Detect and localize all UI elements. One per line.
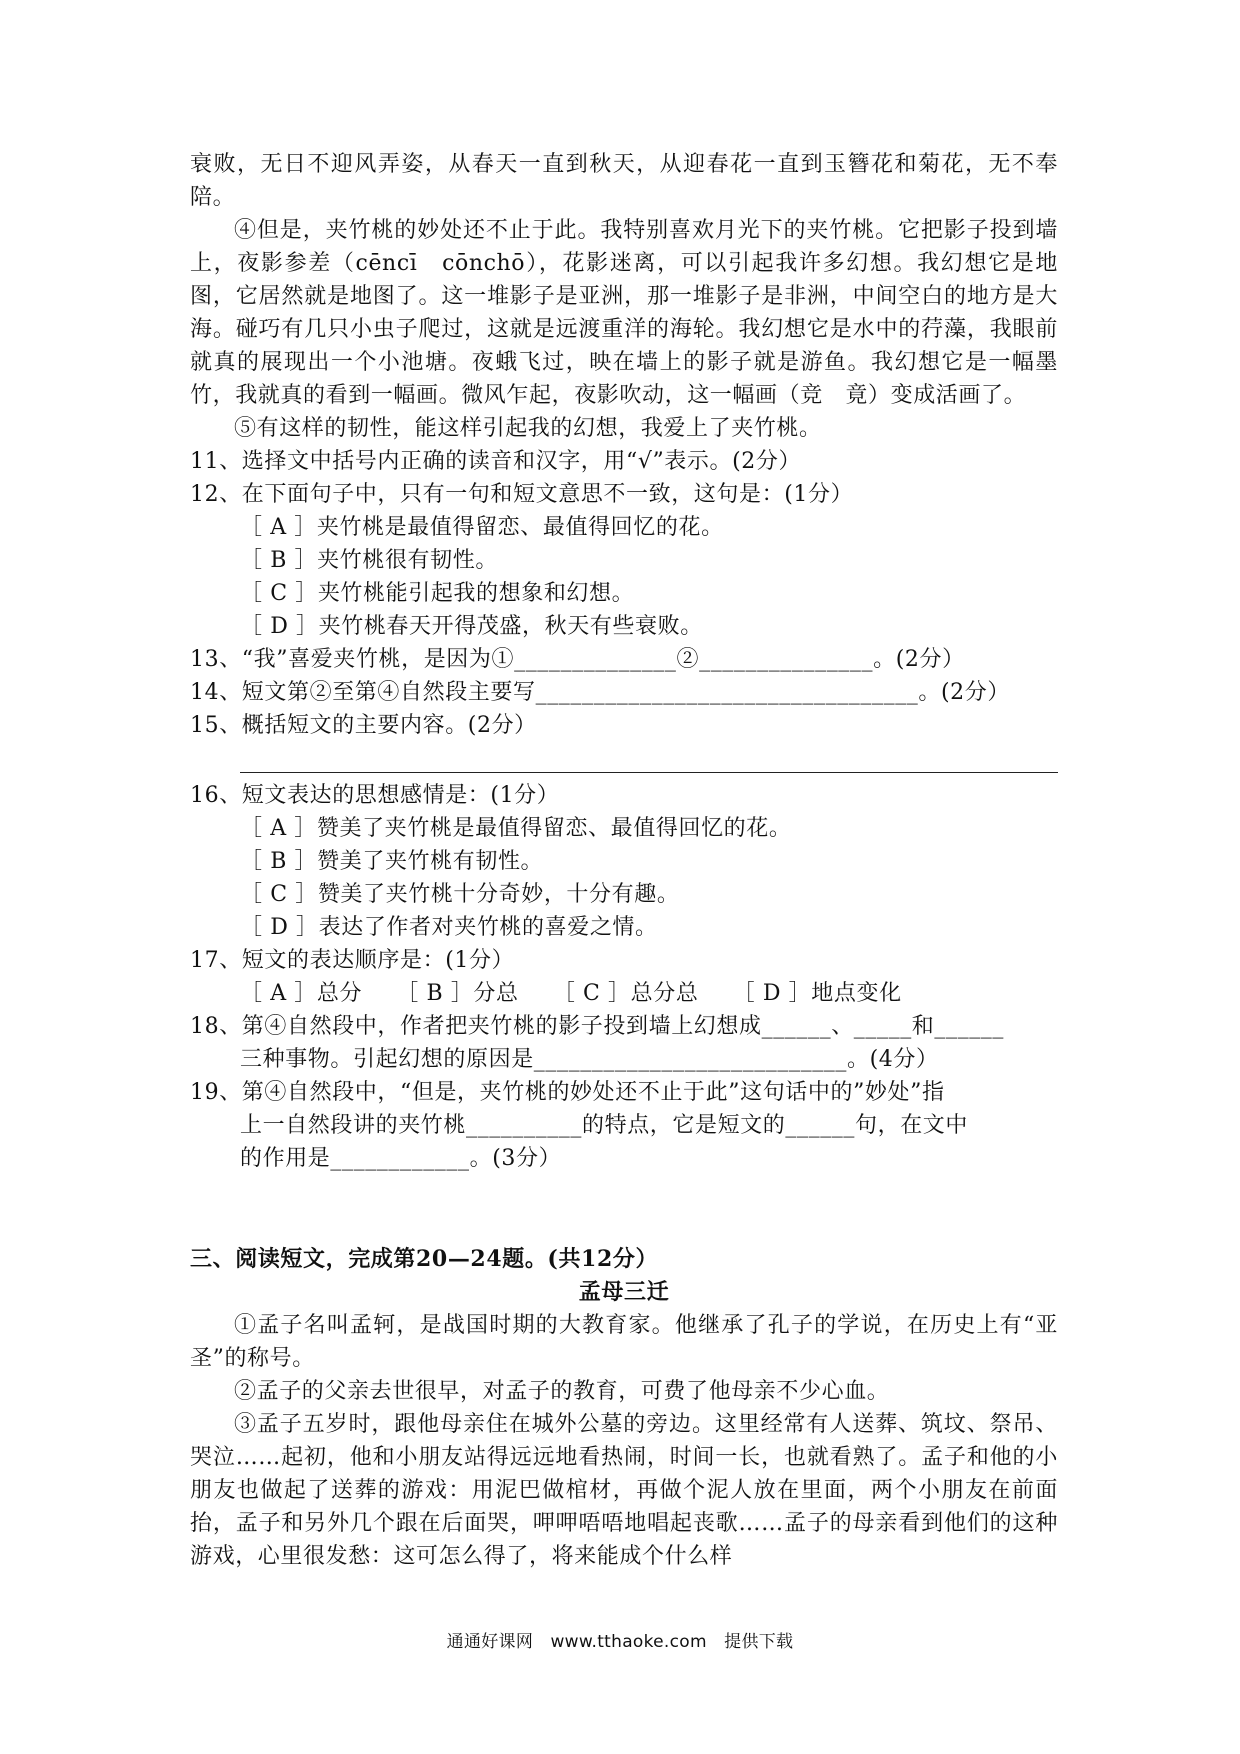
answer-line-15	[240, 742, 1058, 773]
article-paragraph-2: ②孟子的父亲去世很早，对孟子的教育，可费了他母亲不少心血。	[234, 1379, 890, 1404]
question-16-option-c: ［ C ］赞美了夹竹桃十分奇妙，十分有趣。	[240, 882, 680, 907]
question-18: 18、第④自然段中，作者把夹竹桃的影子投到墙上幻想成______、_____和______	[190, 1014, 1004, 1039]
article-title: 孟母三迁	[578, 1279, 670, 1305]
question-19-continuation-2: 的作用是____________。(3分）	[240, 1146, 562, 1171]
question-17: 17、短文的表达顺序是：(1分）	[190, 948, 515, 973]
page-footer: 通通好课网 www.tthaoke.com 提供下载	[446, 1632, 794, 1652]
question-12-option-d: ［ D ］夹竹桃春天开得茂盛，秋天有些衰败。	[240, 614, 703, 639]
question-19: 19、第④自然段中，“但是，夹竹桃的妙处还不止于此”这句话中的”妙处”指	[190, 1080, 945, 1105]
question-12-option-a: ［ A ］夹竹桃是最值得留恋、最值得回忆的花。	[240, 515, 724, 540]
question-12-option-b: ［ B ］夹竹桃很有韧性。	[240, 548, 498, 573]
question-11: 11、选择文中括号内正确的读音和汉字，用“√”表示。(2分）	[190, 449, 802, 474]
question-14: 14、短文第②至第④自然段主要写_________________________________。(2分）	[190, 680, 1010, 705]
passage-continuation: 衰败，无日不迎风弄姿，从春天一直到秋天，从迎春花一直到玉簪花和菊花，无不奉陪。	[190, 152, 1058, 210]
question-18-continuation: 三种事物。引起幻想的原因是___________________________。(4分）	[240, 1047, 939, 1072]
question-13: 13、“我”喜爱夹竹桃，是因为①______________②_______________。(2分）	[190, 647, 965, 672]
article-paragraph-1: ①孟子名叫孟轲，是战国时期的大教育家。他继承了孔子的学说，在历史上有“亚圣”的称号。	[190, 1313, 1058, 1371]
passage-paragraph-5: ⑤有这样的韧性，能这样引起我的幻想，我爱上了夹竹桃。	[234, 416, 822, 441]
question-12: 12、在下面句子中，只有一句和短文意思不一致，这句是：(1分）	[190, 482, 854, 507]
question-16: 16、短文表达的思想感情是：(1分）	[190, 783, 560, 808]
passage-paragraph-4: ④但是，夹竹桃的妙处还不止于此。我特别喜欢月光下的夹竹桃。它把影子投到墙上，夜影参差（cēncī cōnchō），花影迷离，可以引起我许多幻想。我幻想它是地图，它居然就是地图了。这一堆影子是亚洲，那一堆影子是非洲，中间空白的地方是大海。碰巧有几只小虫子爬过，这就是远渡重洋的海轮。我幻想它是水中的荇藻，我眼前就真的展现出一个小池塘。夜蛾飞过，映在墙上的影子就是游鱼。我幻想它是一幅墨竹，我就真的看到一幅画。微风乍起，夜影吹动，这一幅画（竞 竟）变成活画了。	[190, 218, 1058, 408]
question-12-option-c: ［ C ］夹竹桃能引起我的想象和幻想。	[240, 581, 635, 606]
question-16-option-d: ［ D ］表达了作者对夹竹桃的喜爱之情。	[240, 915, 658, 940]
question-17-options: ［ A ］总分 ［ B ］分总 ［ C ］总分总 ［ D ］地点变化	[240, 981, 902, 1006]
question-15: 15、概括短文的主要内容。(2分）	[190, 713, 537, 738]
page-content	[190, 148, 1058, 1573]
section-3-heading: 三、阅读短文，完成第20—24题。(共12分）	[190, 1246, 659, 1272]
question-16-option-a: ［ A ］赞美了夹竹桃是最值得留恋、最值得回忆的花。	[240, 816, 792, 841]
section-spacer	[190, 1175, 1058, 1243]
question-19-continuation-1: 上一自然段讲的夹竹桃__________的特点，它是短文的______句，在文中	[240, 1113, 969, 1138]
question-16-option-b: ［ B ］赞美了夹竹桃有韧性。	[240, 849, 544, 874]
article-paragraph-3: ③孟子五岁时，跟他母亲住在城外公墓的旁边。这里经常有人送葬、筑坟、祭吊、哭泣……起初，他和小朋友站得远远地看热闹，时间一长，也就看熟了。孟子和他的小朋友也做起了送葬的游戏：用泥巴做棺材，再做个泥人放在里面，两个小朋友在前面抬，孟子和另外几个跟在后面哭，呷呷唔唔地唱起丧歌……孟子的母亲看到他们的这种游戏，心里很发愁：这可怎么得了，将来能成个什么样	[190, 1412, 1058, 1569]
